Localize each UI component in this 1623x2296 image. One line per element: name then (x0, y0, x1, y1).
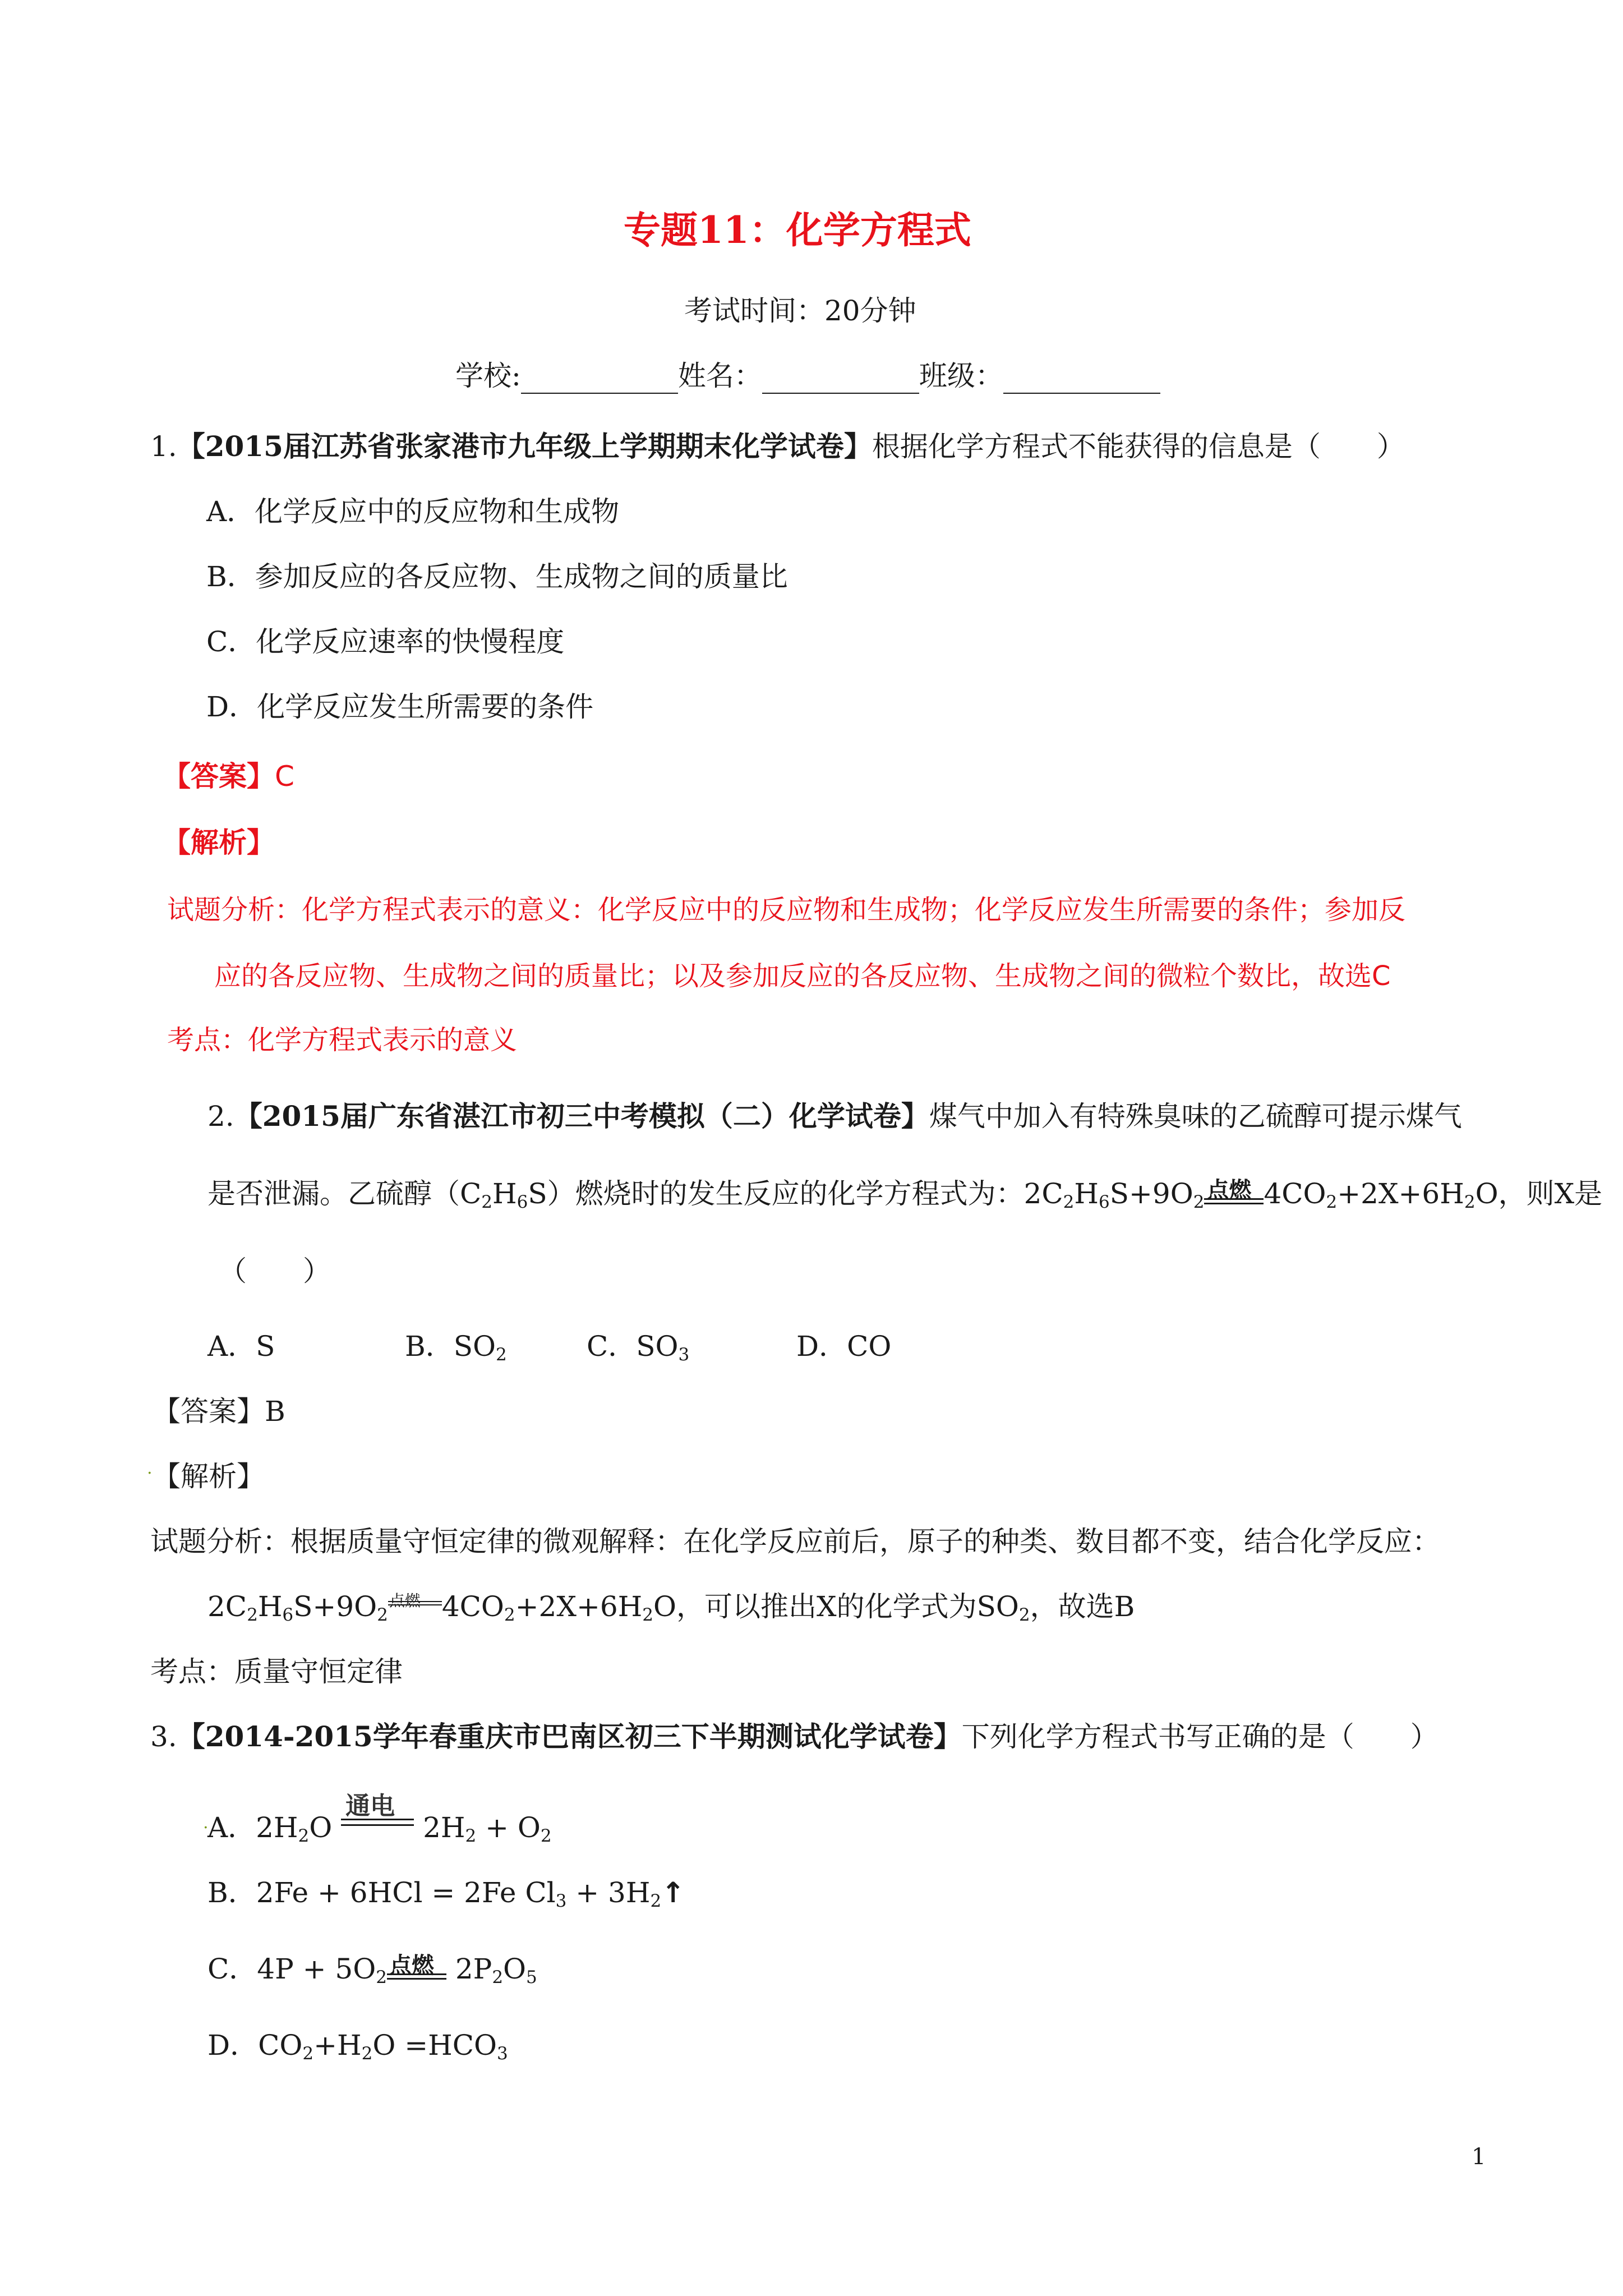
student-info-line (455, 358, 1160, 394)
page-title: 专题11：化学方程式 (624, 208, 971, 252)
q3-option-c: C．$4P + 5O_2$ 点燃 $2P_2O_5$ (208, 1951, 537, 1987)
page-number: 1 (1472, 2144, 1486, 2170)
q1-option-b: B．参加反应的各反应物、生成物之间的质量比 (206, 560, 788, 593)
ignition-condition-mark: 点燃 (387, 1951, 446, 1987)
ignition-condition-mark: 点燃 (1204, 1176, 1264, 1212)
question-2-source: 【2015届广东省湛江市初三中考模拟（二）化学试卷】 (234, 1099, 929, 1133)
school-label: 学校: (455, 360, 521, 392)
question-1-stem: 1.【2015届江苏省张家港市九年级上学期期末化学试卷】根据化学方程式不能获得的信息是（ ） (150, 430, 1405, 463)
q2-point: 考点：质量守恒定律 (150, 1655, 403, 1688)
q3-option-a: A．$2H_2O$ 通电 $2H_2 + O_2$ (208, 1792, 552, 1846)
q2-analysis-line-1: 试题分析：根据质量守恒定律的微观解释：在化学反应前后，原子的种类、数目都不变，结合化学反应： (150, 1525, 1440, 1558)
ignition-condition-mark: 点燃 (388, 1589, 442, 1625)
question-2-stem: 2.【2015届广东省湛江市初三中考模拟（二）化学试卷】煤气中加入有特殊臭味的乙硫醇可提示煤气 (208, 1099, 1462, 1133)
q1-analysis-line-2: 应的各反应物、生成物之间的质量比；以及参加反应的各反应物、生成物之间的微粒个数比，故选C (214, 960, 1391, 992)
question-1-source: 【2015届江苏省张家港市九年级上学期期末化学试卷】 (177, 430, 872, 463)
q3-option-b: B．2Fe + 6HCl = 2Fe $Cl_3$ + $3H_2↑$ (208, 1875, 685, 1911)
question-2-equation-line: 是否泄漏。乙硫醇$(C_2H_6S)$燃烧时的发生反应的化学方程式为：$2C_2H_6S+9O_2$ 点燃 $4CO_2+2X+6H_2O$，则X是 (208, 1176, 1602, 1212)
q2-analysis-equation: $2C_2H_6S+9O_2$ 点燃 $4CO_2+2X+6H_2O$，可以推出X的化学式为$SO_2$，故选B (208, 1589, 1135, 1625)
name-label: 姓名： (677, 360, 762, 392)
q2-answer: 【答案】B (153, 1395, 285, 1428)
question-3-stem: 3.【2014-2015学年春重庆市巴南区初三下半期测试化学试卷】下列化学方程式书写正确的是（ ） (150, 1720, 1438, 1753)
stray-dot: . (147, 1458, 153, 1478)
q3-option-d: D．$CO_2+H_2O =HCO_3$ (208, 2029, 508, 2064)
name-blank[interactable] (762, 365, 919, 394)
class-label: 班级： (919, 360, 1003, 392)
question-3-source: 【2014-2015学年春重庆市巴南区初三下半期测试化学试卷】 (177, 1720, 962, 1753)
q1-point: 考点：化学方程式表示的意义 (167, 1024, 518, 1056)
q2-option-b: B．$SO_2$ (405, 1330, 507, 1365)
stray-dot: . (203, 1813, 209, 1833)
q2-option-c: C．$SO_3$ (587, 1330, 690, 1365)
q2-analysis-label: 【解析】 (153, 1460, 265, 1493)
question-2-bracket: （ ） (219, 1255, 331, 1287)
q2-option-d: D．CO (796, 1330, 892, 1363)
q1-option-d: D．化学反应发生所需要的条件 (206, 691, 594, 723)
q1-option-c: C．化学反应速率的快慢程度 (206, 625, 565, 658)
exam-time: 考试时间：20分钟 (684, 295, 916, 327)
q2-option-a: A．S (208, 1330, 275, 1363)
q1-analysis-label: 【解析】 (163, 826, 275, 859)
q1-option-a: A．化学反应中的反应物和生成物 (206, 495, 620, 528)
school-blank[interactable] (521, 365, 678, 394)
up-arrow-icon: ↑ (661, 1876, 685, 1909)
electrolysis-condition-mark: 通电 (341, 1810, 414, 1846)
class-blank[interactable] (1003, 365, 1160, 394)
q1-answer: 【答案】C (163, 760, 294, 793)
q1-analysis-line-1: 试题分析：化学方程式表示的意义：化学反应中的反应物和生成物；化学反应发生所需要的条件；参加反 (167, 894, 1406, 926)
